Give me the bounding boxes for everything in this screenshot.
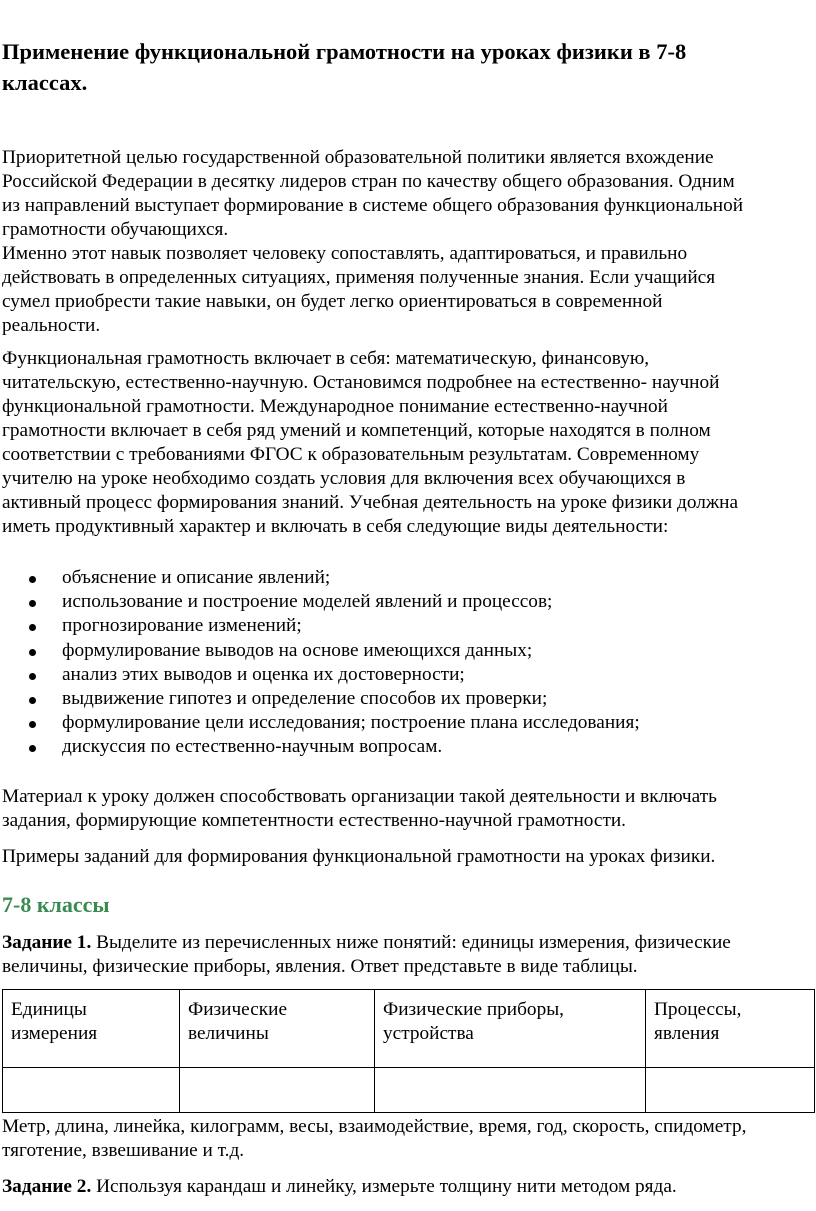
activity-list: [0, 566, 816, 760]
paragraph-line: реальности.: [2, 315, 101, 336]
table-header-cell: [180, 990, 375, 1068]
list-item: [0, 711, 816, 735]
bullet-icon: [29, 624, 36, 631]
list-item: [0, 687, 816, 711]
header-line: Единицы: [11, 999, 87, 1020]
task-2: [2, 1175, 814, 1199]
paragraph-line: соответствии с требованиями ФГОС к образовательным результатам. Современному: [2, 444, 700, 465]
paragraph-line: из направлений выступает формирование в системе общего образования функциональной: [2, 195, 744, 216]
terms-line: Метр, длина, линейка, килограмм, весы, взаимодействие, время, год, скорость, спидометр,: [2, 1116, 747, 1137]
table-cell-empty: [375, 1068, 646, 1113]
paragraph-skill: [2, 242, 814, 338]
paragraph-examples: [2, 845, 814, 869]
task-2-label: Задание 2.: [2, 1176, 92, 1197]
header-line: явления: [654, 1023, 720, 1044]
header-line: устройства: [383, 1023, 474, 1044]
paragraph-line: Именно этот навык позволяет человеку сопоставлять, адаптироваться, и правильно: [2, 243, 688, 264]
paragraph-line: Материал к уроку должен способствовать организации такой деятельности и включать: [2, 786, 717, 807]
task-1: [2, 931, 814, 979]
paragraph-line: учителю на уроке необходимо создать условия для включения всех обучающихся в: [2, 468, 686, 489]
terms-line: тяготение, взвешивание и т.д.: [2, 1140, 245, 1161]
paragraph-line: Приоритетной целью государственной образовательной политики является вхождение: [2, 147, 714, 168]
bullet-icon: [29, 697, 36, 704]
list-item-text: формулирование выводов на основе имеющихся данных;: [62, 639, 533, 661]
table-header-row: [3, 990, 815, 1068]
paragraph-line: грамотности обучающихся.: [2, 219, 229, 240]
list-item-text: выдвижение гипотез и определение способов их проверки;: [62, 687, 548, 709]
table-header-cell: [3, 990, 180, 1068]
list-item-text: прогнозирование изменений;: [62, 615, 302, 637]
list-item: [0, 590, 816, 614]
paragraph-line: активный процесс формирования знаний. Учебная деятельность на уроке физики должна: [2, 492, 739, 513]
bullet-icon: [29, 721, 36, 728]
paragraph-line: действовать в определенных ситуациях, применяя полученные знания. Если учащийся: [2, 267, 716, 288]
title-line-1: Применение функциональной грамотности на уроках физики в 7-8: [2, 39, 687, 64]
header-line: Физические: [188, 999, 288, 1020]
bullet-icon: [29, 649, 36, 656]
table-header-cell: [646, 990, 815, 1068]
table-cell-empty: [3, 1068, 180, 1113]
bullet-icon: [29, 673, 36, 680]
list-item-text: анализ этих выводов и оценка их достоверности;: [62, 663, 465, 685]
list-item: [0, 566, 816, 590]
paragraph-material: [2, 785, 814, 833]
paragraph-line: задания, формирующие компетентности естественно-научной грамотности.: [2, 810, 627, 831]
paragraph-line: читательскую, естественно-научную. Остановимся подробнее на естественно- научной: [2, 372, 720, 393]
paragraph-goal: [2, 146, 814, 242]
bullet-icon: [29, 745, 36, 752]
title-line-2: классах.: [2, 70, 88, 95]
task-1-text-line: величины, физические приборы, явления. Ответ представьте в виде таблицы.: [2, 956, 638, 977]
bullet-icon: [29, 576, 36, 583]
table-cell-empty: [180, 1068, 375, 1113]
document-title: [2, 36, 802, 98]
paragraph-line: Функциональная грамотность включает в себя: математическую, финансовую,: [2, 348, 650, 369]
table-cell-empty: [646, 1068, 815, 1113]
list-item-text: объяснение и описание явлений;: [62, 567, 331, 588]
list-item-text: использование и построение моделей явлений и процессов;: [62, 591, 553, 613]
task-2-text: Используя карандаш и линейку, измерьте толщину нити методом ряда.: [91, 1176, 677, 1197]
answer-table: [2, 989, 815, 1113]
list-item: [0, 735, 816, 759]
header-line: Физические приборы,: [383, 999, 564, 1020]
task-1-text: Выделите из перечисленных ниже понятий: единицы измерения, физические: [91, 932, 731, 953]
list-item: [0, 663, 816, 687]
bullet-icon: [29, 600, 36, 607]
paragraph-line: иметь продуктивный характер и включать в себя следующие виды деятельности:: [2, 516, 669, 537]
paragraph-line: сумел приобрести такие навыки, он будет легко ориентироваться в современной: [2, 291, 663, 312]
header-line: величины: [188, 1023, 269, 1044]
table-row: [3, 1068, 815, 1113]
paragraph-line: грамотности включает в себя ряд умений и компетенций, которые находятся в полном: [2, 420, 711, 441]
paragraph-line: функциональной грамотности. Международное понимание естественно-научной: [2, 396, 668, 417]
paragraph-line: Российской Федерации в десятку лидеров стран по качеству общего образования. Одним: [2, 171, 735, 192]
header-line: измерения: [11, 1023, 98, 1044]
list-item-text: формулирование цели исследования; построение плана исследования;: [62, 712, 640, 734]
table-header-cell: [375, 990, 646, 1068]
paragraph-line: Примеры заданий для формирования функциональной грамотности на уроках физики.: [2, 846, 716, 867]
list-item: [0, 614, 816, 638]
terms-list: [2, 1115, 814, 1163]
task-1-label: Задание 1.: [2, 932, 92, 953]
header-line: Процессы,: [654, 999, 742, 1020]
list-item-text: дискуссия по естественно-научным вопросам.: [62, 736, 443, 758]
paragraph-literacy: [2, 347, 814, 539]
section-heading: 7-8 классы: [2, 892, 110, 917]
list-item: [0, 639, 816, 663]
